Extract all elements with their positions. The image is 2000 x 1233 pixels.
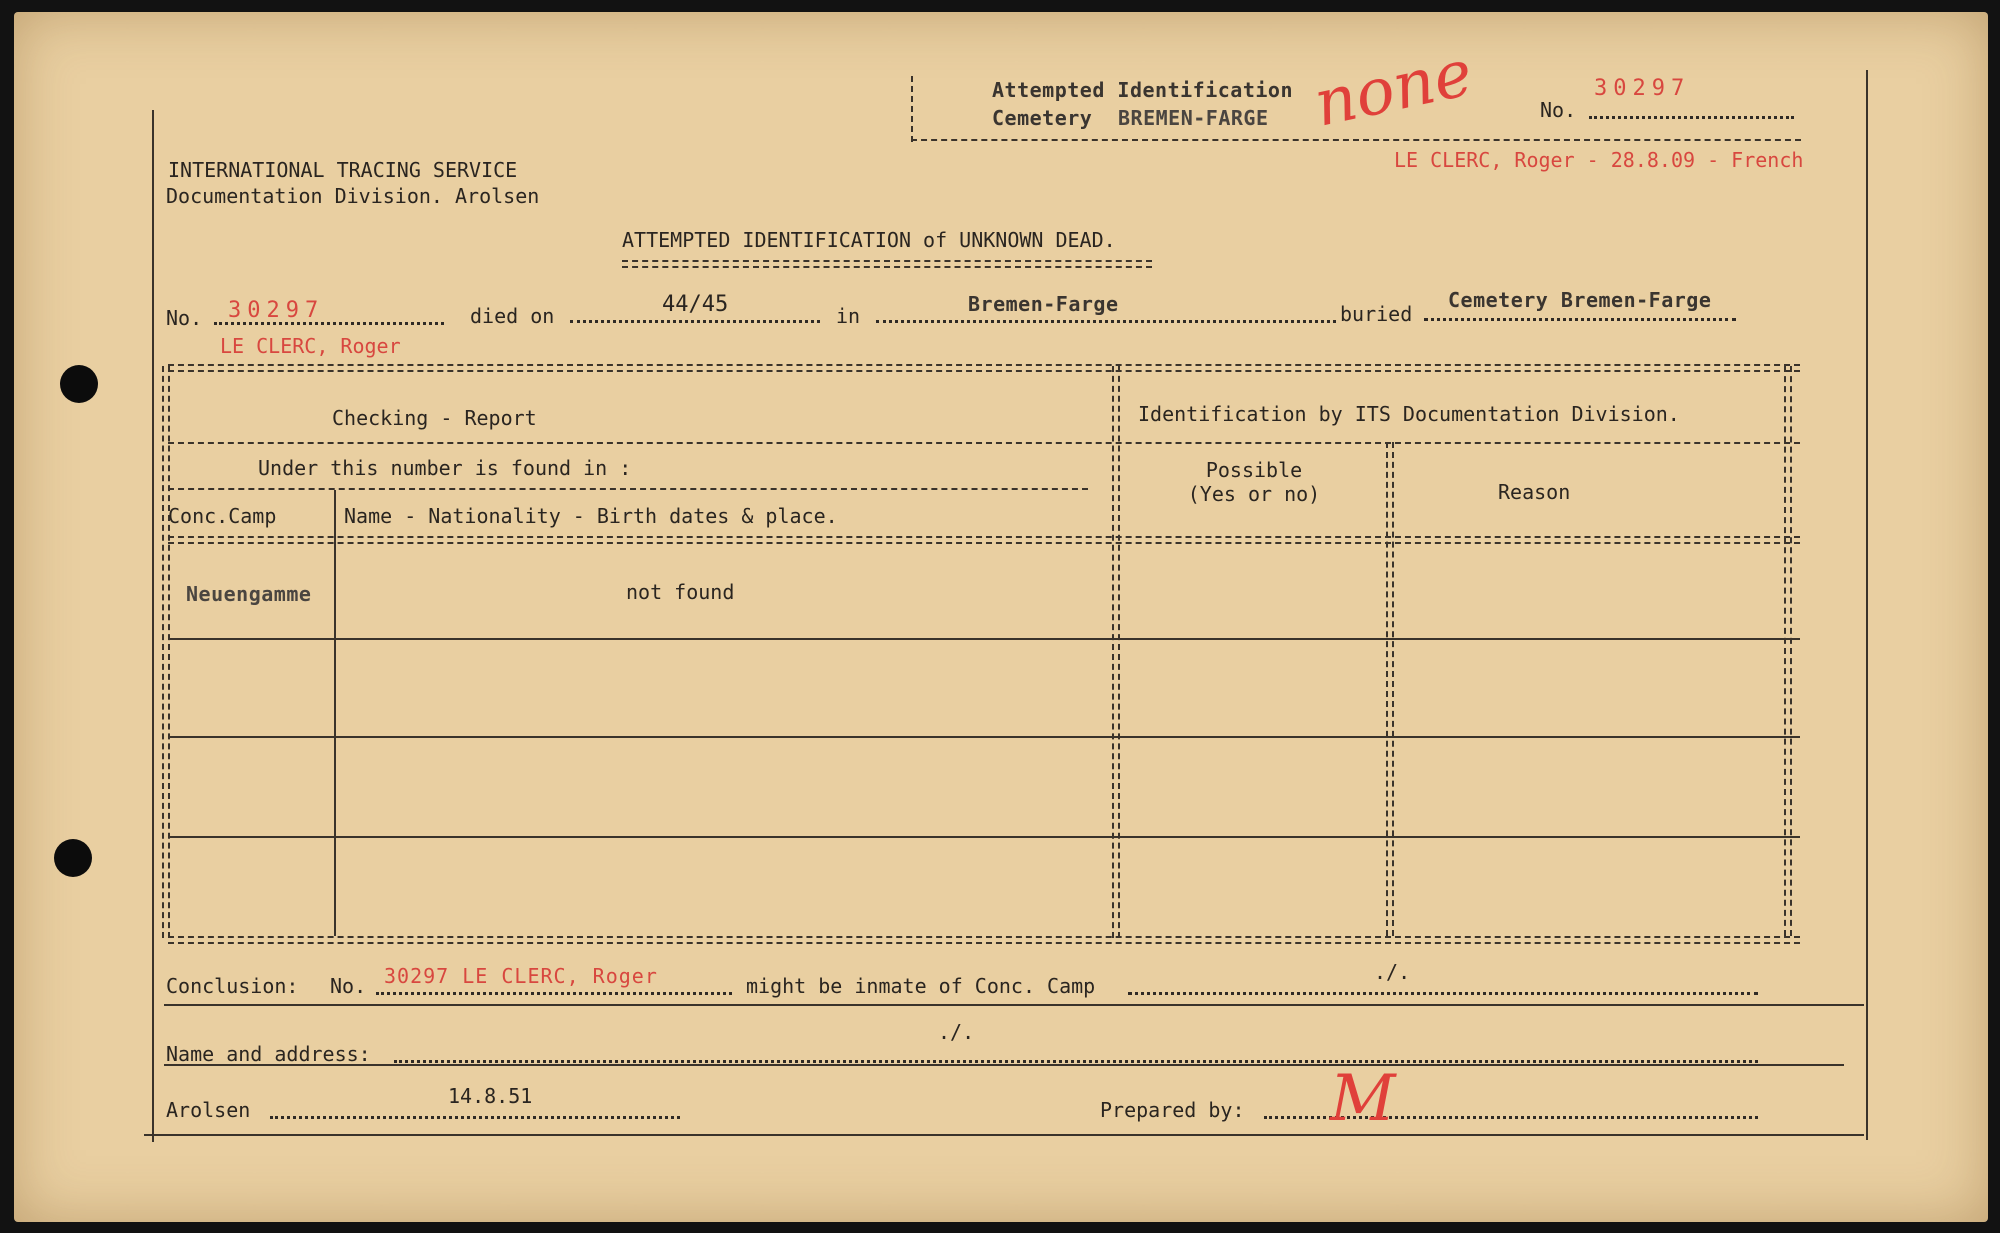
row-separator-3 xyxy=(168,836,1800,838)
name-address-label: Name and address: xyxy=(166,1042,371,1066)
identification-header: Identification by ITS Documentation Division. xyxy=(1138,402,1680,426)
frame-right-line xyxy=(1866,70,1868,1140)
stamp-no-value: 30297 xyxy=(1594,76,1691,101)
row-1-detail: not found xyxy=(626,580,735,604)
checking-report-header: Checking - Report xyxy=(332,406,537,430)
stamp-cemetery-label: Cemetery xyxy=(992,106,1093,130)
table-right-border xyxy=(1784,366,1792,936)
title-underline xyxy=(622,260,1152,268)
conclusion-no-value: 30297 LE CLERC, Roger xyxy=(384,964,658,988)
prepared-by-signature: M xyxy=(1330,1062,1396,1136)
stamp-cemetery-value: BREMEN-FARGE xyxy=(1118,106,1269,130)
stamp-box-left xyxy=(911,76,913,142)
buried-label: buried xyxy=(1340,302,1413,326)
handwritten-none: none xyxy=(1308,36,1479,142)
conclusion-rule xyxy=(164,1004,1864,1006)
stamp-name-line: LE CLERC, Roger - 28.8.09 - French xyxy=(1394,148,1804,172)
died-on-label: died on xyxy=(470,304,555,328)
header-separator xyxy=(168,442,1800,444)
conclusion-dots xyxy=(1128,992,1758,995)
row-separator-2 xyxy=(168,736,1800,738)
footer-place: Arolsen xyxy=(166,1098,251,1122)
stamp-no-label: No. xyxy=(1540,98,1577,122)
frame-left-line xyxy=(152,110,154,1142)
col-conc-camp: Conc.Camp xyxy=(168,504,277,528)
record-no-value: 30297 xyxy=(228,298,325,323)
table-divider-reason xyxy=(1386,442,1394,936)
row-1-camp: Neuengamme xyxy=(186,582,312,606)
buried-value: Cemetery Bremen-Farge xyxy=(1448,288,1712,312)
footer-date-dots xyxy=(270,1116,680,1119)
col-possible-line1: Possible xyxy=(1205,458,1303,482)
record-no-label: No. xyxy=(166,306,203,330)
org-name: INTERNATIONAL TRACING SERVICE xyxy=(168,158,518,182)
in-value: Bremen-Farge xyxy=(968,292,1119,316)
page-title: ATTEMPTED IDENTIFICATION of UNKNOWN DEAD. xyxy=(622,228,1116,252)
conclusion-label: Conclusion: xyxy=(166,974,299,998)
conclusion-no-dots xyxy=(376,992,732,995)
stamp-no-dots xyxy=(1589,116,1794,119)
table-divider-main xyxy=(1112,366,1120,938)
under-number-separator xyxy=(168,488,1088,490)
conclusion-text: might be inmate of Conc. Camp xyxy=(746,974,1096,998)
col-name-nationality: Name - Nationality - Birth dates & place. xyxy=(344,504,838,528)
footer-date: 14.8.51 xyxy=(448,1084,533,1108)
frame-bottom-line xyxy=(144,1134,1864,1136)
col-possible xyxy=(1144,458,1364,506)
under-number-label: Under this number is found in : xyxy=(258,456,632,480)
died-on-value: 44/45 xyxy=(662,292,729,317)
document-card xyxy=(14,12,1988,1222)
org-division: Documentation Division. Arolsen xyxy=(166,184,540,208)
table-divider-camp xyxy=(334,490,336,936)
prepared-by-label: Prepared by: xyxy=(1100,1098,1245,1122)
column-header-separator xyxy=(168,536,1800,544)
punch-hole-bottom xyxy=(54,839,92,877)
punch-hole-top xyxy=(60,365,98,403)
table-bottom-border xyxy=(168,936,1800,944)
conclusion-value: ./. xyxy=(1374,960,1411,984)
name-address-dots xyxy=(394,1060,1758,1063)
name-address-rule xyxy=(164,1064,1844,1066)
died-on-dots xyxy=(570,320,820,323)
col-reason: Reason xyxy=(1498,480,1571,504)
col-possible-line2: (Yes or no) xyxy=(1187,482,1321,506)
conclusion-no-label: No. xyxy=(330,974,367,998)
stamp-box-bottom xyxy=(911,139,1801,141)
stamp-line1: Attempted Identification xyxy=(992,78,1293,102)
buried-dots xyxy=(1424,318,1736,321)
name-address-value: ./. xyxy=(938,1020,975,1044)
row-separator-1 xyxy=(168,638,1800,640)
table-left-border xyxy=(162,366,170,938)
table-top-border xyxy=(168,364,1800,372)
in-label: in xyxy=(836,304,861,328)
record-name: LE CLERC, Roger xyxy=(220,334,401,358)
in-dots xyxy=(876,320,1336,323)
